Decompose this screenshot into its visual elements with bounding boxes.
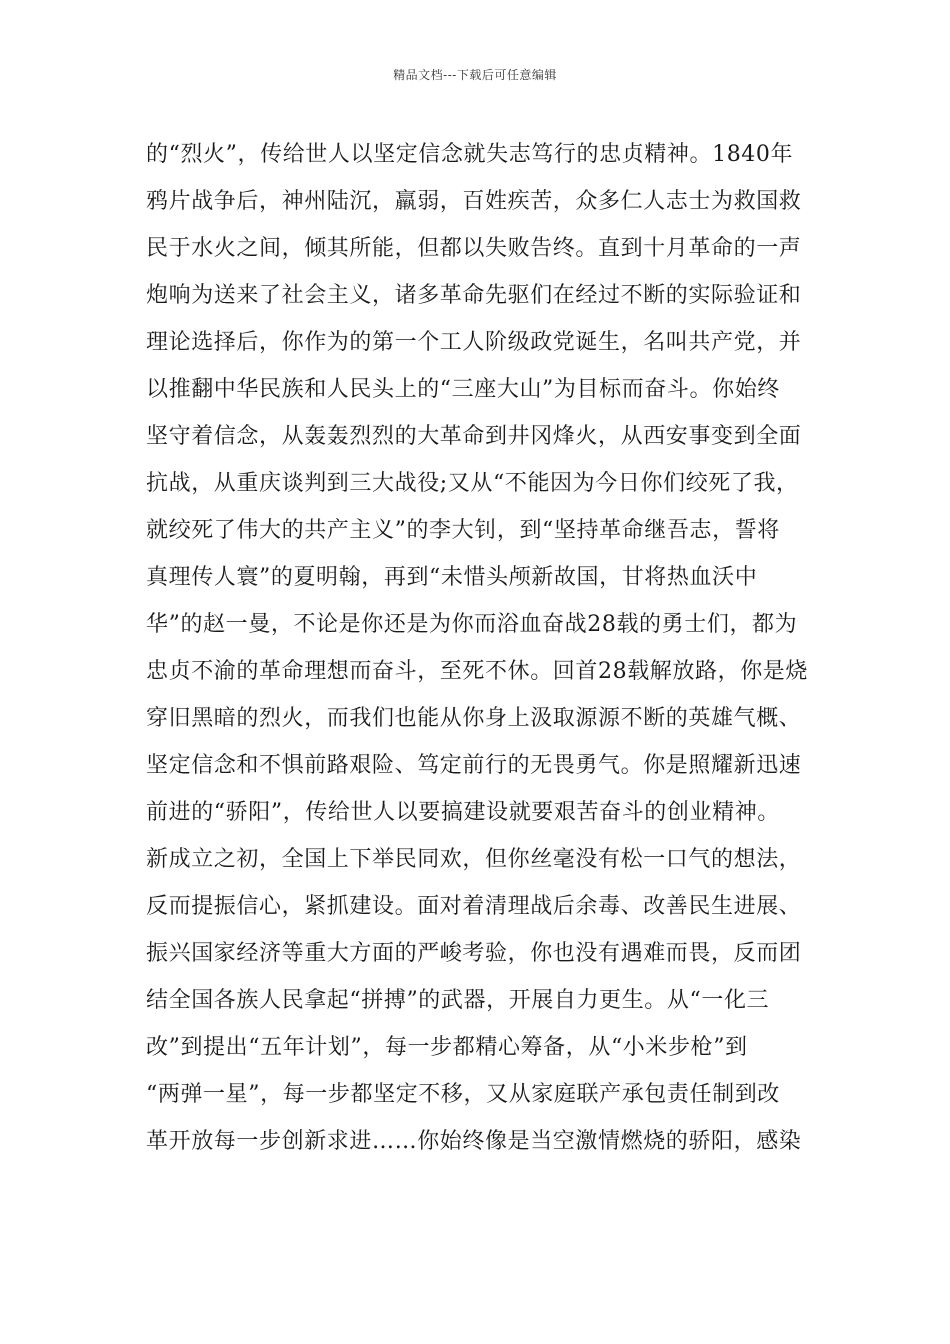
text-line-20: 改”到提出“五年计划”，每一步都精心筹备，从“小米步枪”到 xyxy=(146,1035,748,1060)
text-line-6: 以推翻中华民族和人民头上的“三座大山”为目标而奋斗。你始终 xyxy=(146,377,780,402)
page-header: 精品文档---下载后可任意编辑 xyxy=(393,68,557,82)
text-line-1: 的“烈火”，传给世人以坚定信念就失志笃行的忠贞精神。1840年 xyxy=(146,142,794,167)
text-line-15: 前进的“骄阳”，传给世人以要搞建设就要艰苦奋斗的创业精神。 xyxy=(146,800,780,825)
text-line-2: 鸦片战争后，神州陆沉，羸弱，百姓疾苦，众多仁人志士为救国救 xyxy=(146,189,802,214)
text-line-5: 理论选择后，你作为的第一个工人阶级政党诞生，名叫共产党，并 xyxy=(146,330,802,355)
text-line-10: 真理传人寰”的夏明翰，再到“未惜头颅新故国，甘将热血沃中 xyxy=(146,565,758,590)
text-line-13: 穿旧黑暗的烈火，而我们也能从你身上汲取源源不断的英雄气概、 xyxy=(146,706,802,731)
text-line-19: 结全国各族人民拿起“拼搏”的武器，开展自力更生。从“一化三 xyxy=(146,988,770,1013)
text-line-11: 华”的赵一曼，不论是你还是为你而浴血奋战28载的勇士们，都为 xyxy=(146,612,798,637)
text-line-14: 坚定信念和不惧前路艰险、笃定前行的无畏勇气。你是照耀新迅速 xyxy=(146,753,802,778)
text-line-16: 新成立之初，全国上下举民同欢，但你丝毫没有松一口气的想法， xyxy=(146,847,802,872)
text-line-17: 反而提振信心，紧抓建设。面对着清理战后余毒、改善民生进展、 xyxy=(146,894,802,919)
text-line-22: 革开放每一步创新求进……你始终像是当空激情燃烧的骄阳，感染 xyxy=(146,1129,802,1154)
text-line-7: 坚守着信念，从轰轰烈烈的大革命到井冈烽火，从西安事变到全面 xyxy=(146,424,802,449)
text-line-21: “两弹一星”，每一步都坚定不移，又从家庭联产承包责任制到改 xyxy=(146,1082,780,1107)
text-line-3: 民于水火之间，倾其所能，但都以失败告终。直到十月革命的一声 xyxy=(146,236,802,261)
text-line-4: 炮响为送来了社会主义，诸多革命先驱们在经过不断的实际验证和 xyxy=(146,283,802,308)
text-line-8: 抗战，从重庆谈判到三大战役;又从“不能因为今日你们绞死了我， xyxy=(146,471,799,496)
text-line-18: 振兴国家经济等重大方面的严峻考验，你也没有遇难而畏，反而团 xyxy=(146,941,802,966)
document-body xyxy=(146,131,811,1165)
text-line-9: 就绞死了伟大的共产主义”的李大钊，到“坚持革命继吾志，誓将 xyxy=(146,518,780,543)
text-line-12: 忠贞不渝的革命理想而奋斗，至死不休。回首28载解放路，你是烧 xyxy=(146,659,808,684)
